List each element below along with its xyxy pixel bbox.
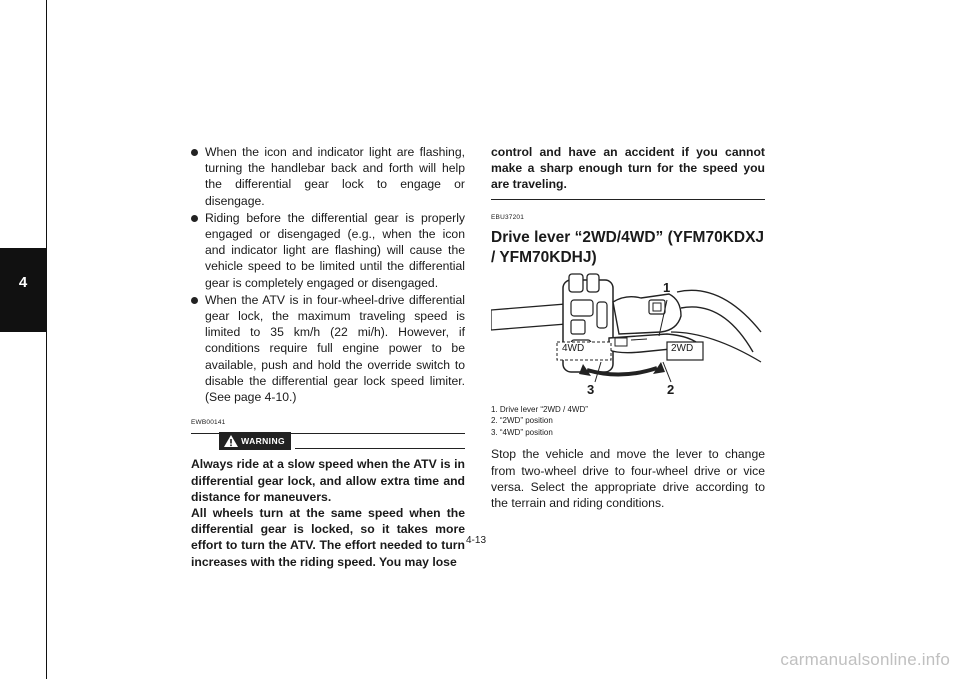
callout-2: 2 <box>667 381 675 397</box>
label-2wd: 2WD <box>671 342 694 354</box>
warning-text-1: Always ride at a slow speed when the ATV is in differential gear lock, and allow extra time and distance for maneuvers. <box>191 457 465 504</box>
bullet-item: When the ATV is in four-wheel-drive differential gear lock, the maximum traveling speed is limited to 35 km/h (22 mi/h). However, if conditions require full engine power to be available, push and hold the override switch to disable the differential gear lock speed limiter. (See page 4-10.) <box>191 292 465 405</box>
callout-1: 1 <box>663 279 671 295</box>
watermark: carmanualsonline.info <box>780 650 950 669</box>
handlebar-switch-illustration <box>491 272 765 402</box>
warning-rule <box>295 448 465 449</box>
figure-captions <box>491 404 765 439</box>
bullet-icon <box>191 215 198 222</box>
drive-lever-figure <box>491 272 765 402</box>
caption-item: 2. “2WD” position <box>491 416 553 426</box>
warning-triangle-icon <box>223 434 239 448</box>
chapter-number: 4 <box>18 274 28 291</box>
caption-item: 1. Drive lever “2WD / 4WD” <box>491 404 588 414</box>
bullet-item: Riding before the differential gear is properly engaged or disengaged (e.g., when the icon and indicator light are flashing) will cause the vehicle speed to be limited until the differential gear is completely engaged or disengaged. <box>191 210 465 291</box>
section-title: Drive lever “2WD/4WD” (YFM70KDXJ / YFM70KDHJ) <box>491 228 765 266</box>
section-code: EBU37201 <box>491 213 525 221</box>
bullet-icon <box>191 149 198 156</box>
chapter-tab <box>0 0 47 679</box>
body-paragraph: Stop the vehicle and move the lever to change from two-wheel drive to four-wheel drive or vice versa. Select the appropriate drive according to the terrain and riding conditions. <box>491 447 765 510</box>
warning-label: WARNING <box>241 436 285 447</box>
label-4wd: 4WD <box>562 342 585 354</box>
warning-end-rule <box>491 199 765 200</box>
warning-continuation: control and have an accident if you cannot make a sharp enough turn for the speed you are traveling. <box>491 145 765 192</box>
warning-text-2: All wheels turn at the same speed when the differential gear is locked, so it takes more effort to turn the ATV. The effort needed to turn increases with the riding speed. You may lose <box>191 506 465 569</box>
warning-badge <box>219 432 291 450</box>
right-column <box>491 144 765 511</box>
warning-header <box>191 433 465 456</box>
bullet-item: When the icon and indicator light are flashing, turning the handlebar back and forth will help the differential gear lock to engage or disengage. <box>191 144 465 209</box>
left-column <box>191 144 465 570</box>
callout-3: 3 <box>587 381 595 397</box>
page-number: 4-13 <box>465 535 486 546</box>
caption-item: 3. “4WD” position <box>491 427 553 437</box>
bullet-icon <box>191 297 198 304</box>
warning-code: EWB00141 <box>191 419 226 427</box>
